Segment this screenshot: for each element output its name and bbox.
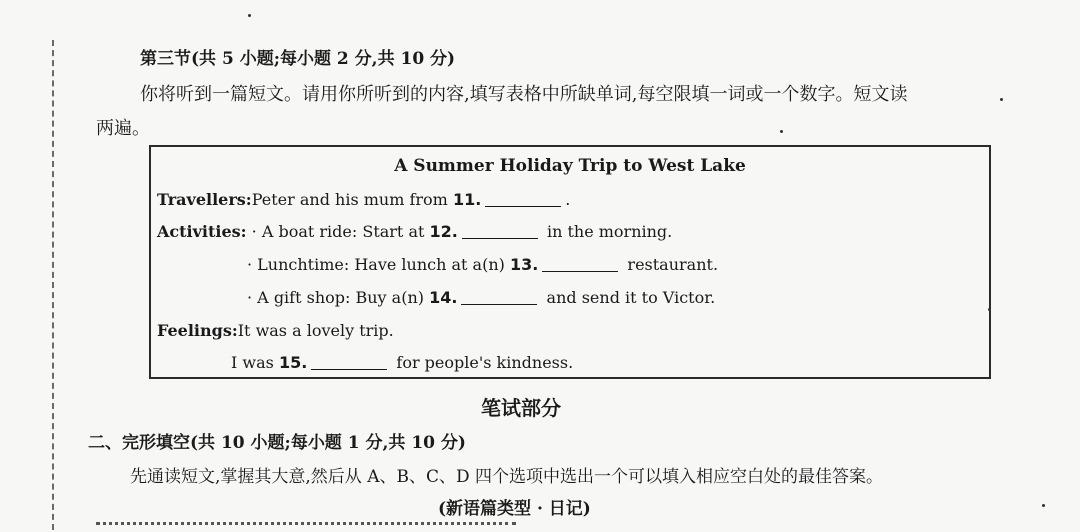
scan-speck — [988, 308, 991, 311]
answer-blank[interactable] — [542, 255, 618, 272]
answer-blank[interactable] — [311, 353, 387, 370]
written-part-title: 笔试部分 — [481, 396, 561, 420]
row-label: Travellers: — [157, 190, 252, 209]
row-label: Activities: — [157, 222, 247, 241]
row-label: Feelings: — [157, 321, 238, 340]
answer-blank[interactable] — [461, 288, 537, 305]
question-number: 14. — [429, 288, 458, 307]
row-text: for people's kindness. — [396, 353, 574, 372]
question-number: 11. — [452, 190, 482, 209]
row-text: · Lunchtime: Have lunch at a(n) — [247, 255, 505, 274]
fill-in-table — [149, 145, 991, 379]
section-title: 第三节(共 5 小题;每小题 2 分,共 10 分) — [140, 49, 456, 69]
table-row — [157, 321, 394, 340]
answer-blank[interactable] — [485, 190, 561, 207]
table-row — [157, 222, 672, 241]
table-row — [247, 288, 715, 307]
scan-speck — [248, 14, 251, 17]
answer-blank[interactable] — [462, 222, 538, 239]
row-text: in the morning. — [546, 222, 673, 241]
row-text: and send it to Victor. — [546, 288, 716, 307]
table-row — [157, 190, 570, 209]
scan-speck — [1000, 98, 1003, 101]
part2-instruction: 先通读短文,掌握其大意,然后从 A、B、C、D 四个选项中选出一个可以填入相应空白处的最佳答案。 — [130, 467, 884, 487]
row-text: · A gift shop: Buy a(n) — [247, 288, 424, 307]
row-text: · A boat ride: Start at — [251, 222, 425, 241]
scan-speck — [780, 130, 783, 133]
row-text: It was a lovely trip. — [237, 321, 394, 340]
question-number: 13. — [509, 255, 539, 274]
question-number: 12. — [429, 222, 458, 241]
table-title: A Summer Holiday Trip to West Lake — [394, 156, 746, 176]
table-row — [247, 255, 718, 274]
part2-title: 二、完形填空(共 10 小题;每小题 1 分,共 10 分) — [88, 433, 466, 453]
row-text: Peter and his mum from — [251, 190, 448, 209]
cut-off-text-strip — [96, 522, 516, 531]
section-instruction: 你将听到一篇短文。请用你所听到的内容,填写表格中所缺单词,每空限填一词或一个数字。短文读 — [140, 84, 908, 105]
passage-type-subtitle: (新语篇类型 · 日记) — [438, 499, 591, 519]
question-number: 15. — [278, 353, 308, 372]
binding-margin-line — [52, 40, 54, 530]
row-text: . — [565, 190, 571, 209]
scan-speck — [1042, 504, 1045, 507]
row-text: restaurant. — [627, 255, 719, 274]
row-text: I was — [231, 353, 274, 372]
table-row — [231, 353, 573, 372]
section-instruction-continued: 两遍。 — [96, 118, 150, 139]
